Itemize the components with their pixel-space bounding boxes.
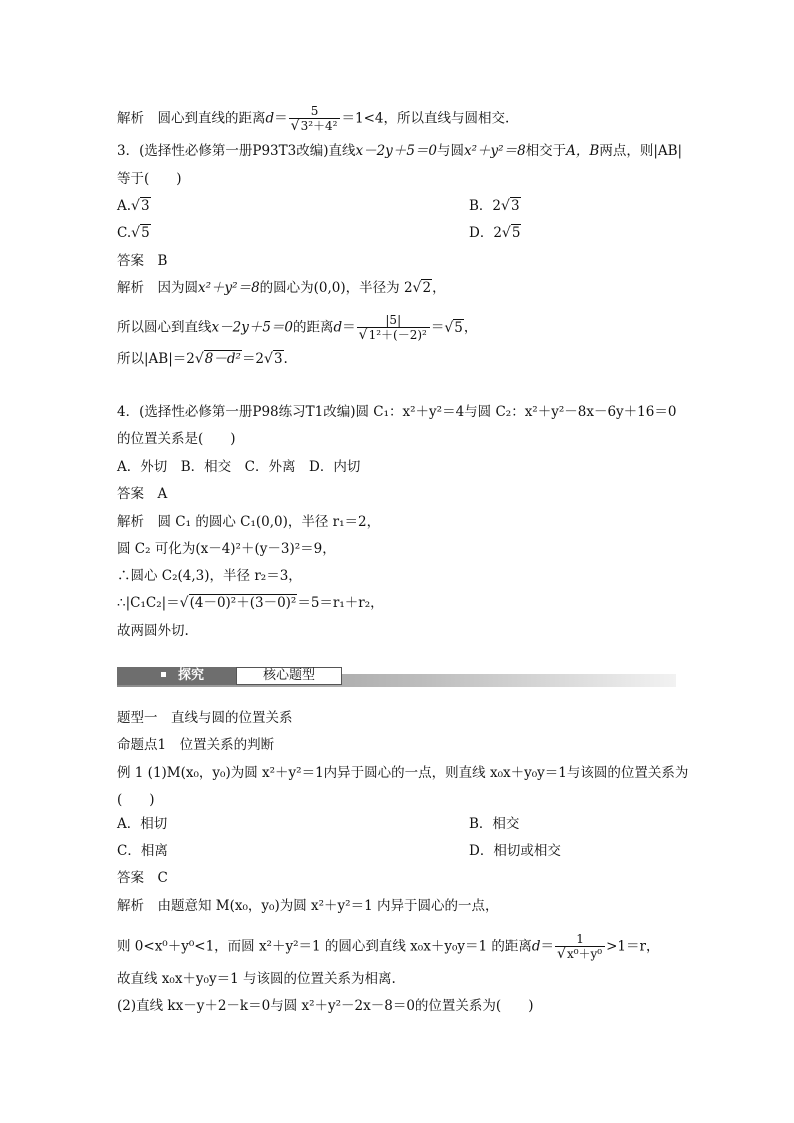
sqrt: √5 [501,225,521,241]
example-1-options-cd [117,842,561,860]
question-4-solution-3: ∴圆心 C₂(4,3)，半径 r₂＝3， [117,568,302,584]
radicand: 8－d² [204,351,241,367]
option-d: D．相切或相交 [469,843,561,859]
example-1-stem: 例 1 (1)M(x₀，y₀)为圆 x²＋y²＝1内异于圆心的一点，则直线 x₀x＋y₀y＝1与该圆的位置关系为 [117,765,689,781]
radicand: (4－0)²＋(3－0)² [189,595,297,611]
radicand: 5 [141,225,150,241]
radicand: 5 [511,225,521,241]
text: ∴|C₁C₂|＝ [117,595,180,611]
denominator [289,118,341,134]
option-d [469,224,521,242]
solution-line [117,104,509,134]
var-d: d [333,319,343,336]
question-3-options-cd [117,224,521,242]
question-4-options: A．外切 B．相交 C．外离 D．内切 [117,459,361,475]
radicand: 2 [422,280,432,296]
label-jiexi: 解析 [117,110,144,127]
text: . [283,351,288,367]
text: ， [432,280,446,296]
example-1-stem-cont: ( ) [117,792,155,808]
text: ＝ [274,110,288,127]
radicand: 1²＋(－2)² [368,328,427,342]
equation: x－2y＋5＝0 [211,319,294,336]
option-b [469,197,521,215]
example-1-options-ab [117,815,520,833]
text: 解析 因为圆 [117,280,198,296]
question-4-stem: 4．(选择性必修第一册P98练习T1改编)圆 C₁：x²＋y²＝4与圆 C₂：x²＋y²－8x－6y＋16＝0 [117,404,677,420]
text: 圆心到直线的距离 [157,110,266,127]
square-bullet-icon [161,672,166,677]
option-a: A．相切 [117,816,168,832]
text: ， [463,319,478,336]
text: ＝ [430,319,445,336]
var-d: d [265,110,275,127]
banner-tab-core-types: 核心题型 [236,667,342,685]
radicand: 3 [140,198,150,214]
banner-tab-explore [117,667,237,685]
radicand: 3 [510,198,520,214]
question-4-answer: 答案 A [117,486,168,502]
option-a-label: A. [117,198,132,214]
example-1-part-2: (2)直线 kx－y＋2－k＝0与圆 x²＋y²－2x－8＝0的位置关系为( ) [117,998,534,1014]
question-3-solution-1 [117,279,446,297]
denominator [357,327,430,343]
text: 则 0<x⁰＋y⁰<1，而圆 x²＋y²＝1 的圆心到直线 x₀x＋y₀y＝1 的距离 [117,938,532,955]
text: 相交于 [525,143,567,159]
radicand: 3 [273,351,283,367]
var-d: d [531,938,541,955]
heading-point-1: 命题点1 位置关系的判断 [117,737,275,753]
equation: x²＋y²＝8 [198,280,260,296]
denominator [555,946,605,962]
sqrt: √3²＋4² [290,118,338,134]
question-4-stem-cont: 的位置关系是( ) [117,431,236,447]
banner-tab-explore-label: 探究 [178,668,205,683]
sqrt: √(4－0)²＋(3－0)² [179,595,297,611]
text: 所以|AB|＝2 [117,351,195,367]
option-c: C．相离 [117,843,168,859]
question-4-solution-2: 圆 C₂ 可化为(x－4)²＋(y－3)²＝9， [117,541,336,557]
text: 所以圆心到直线 [117,319,212,336]
sqrt: √8－d² [194,351,241,367]
text: >1＝r， [606,938,660,955]
radicand: 5 [454,319,463,336]
question-3-stem [117,142,682,160]
numerator: 5 [310,104,319,118]
fraction [357,313,430,343]
equation: x－2y＋5＝0 [355,143,437,159]
text: ＝ [342,319,356,336]
text: 3．(选择性必修第一册P93T3改编)直线 [117,143,356,159]
question-3-stem-cont: 等于( ) [117,171,182,187]
radicand: 3²＋4² [300,119,338,133]
sqrt: √2 [412,280,432,296]
numerator: |5| [385,313,402,327]
text: 的距离 [293,319,334,336]
sqrt: √x⁰＋y⁰ [557,946,603,962]
text: 两点，则|AB| [599,143,683,159]
fraction [555,932,605,962]
question-3-options-ab [117,197,520,215]
fraction [289,104,341,134]
example-1-solution-2 [117,932,659,962]
option-b-label: B．2 [469,198,502,214]
text: ＝5＝r₁＋r₂， [297,595,384,611]
section-banner [117,667,676,687]
option-b: B．相交 [469,816,520,832]
text: 与圆 [437,143,464,159]
points: A，B [566,143,600,159]
question-3-solution-3 [117,350,288,368]
heading-type-1: 题型一 直线与圆的位置关系 [117,710,293,726]
sqrt: √1²＋(－2)² [358,327,427,343]
sqrt: √3 [501,198,520,214]
example-1-answer: 答案 C [117,870,168,886]
sqrt: √3 [131,198,150,214]
text: 的圆心为(0,0)，半径为 2 [259,280,413,296]
sqrt: √5 [444,319,463,336]
sqrt: √5 [131,225,150,241]
question-3-solution-2 [117,313,477,343]
option-d-label: D．2 [469,225,502,241]
question-3-answer: 答案 B [117,253,168,269]
question-4-solution-4 [117,594,384,612]
option-c-label: C. [117,225,132,241]
example-1-solution-1: 解析 由题意知 M(x₀，y₀)为圆 x²＋y²＝1 内异于圆心的一点， [117,898,499,914]
question-4-solution-1: 解析 圆 C₁ 的圆心 C₁(0,0)，半径 r₁＝2， [117,514,381,530]
sqrt: √3 [264,351,283,367]
text: ＝ [540,938,555,955]
radicand: x⁰＋y⁰ [566,947,603,961]
example-1-solution-3: 故直线 x₀x＋y₀y＝1 与该圆的位置关系为相离. [117,971,396,987]
numerator: 1 [576,932,584,946]
text: ＝2 [241,351,265,367]
question-4-solution-5: 故两圆外切. [117,623,189,639]
text: ＝1<4，所以直线与圆相交. [341,110,510,127]
equation: x²＋y²＝8 [464,143,526,159]
